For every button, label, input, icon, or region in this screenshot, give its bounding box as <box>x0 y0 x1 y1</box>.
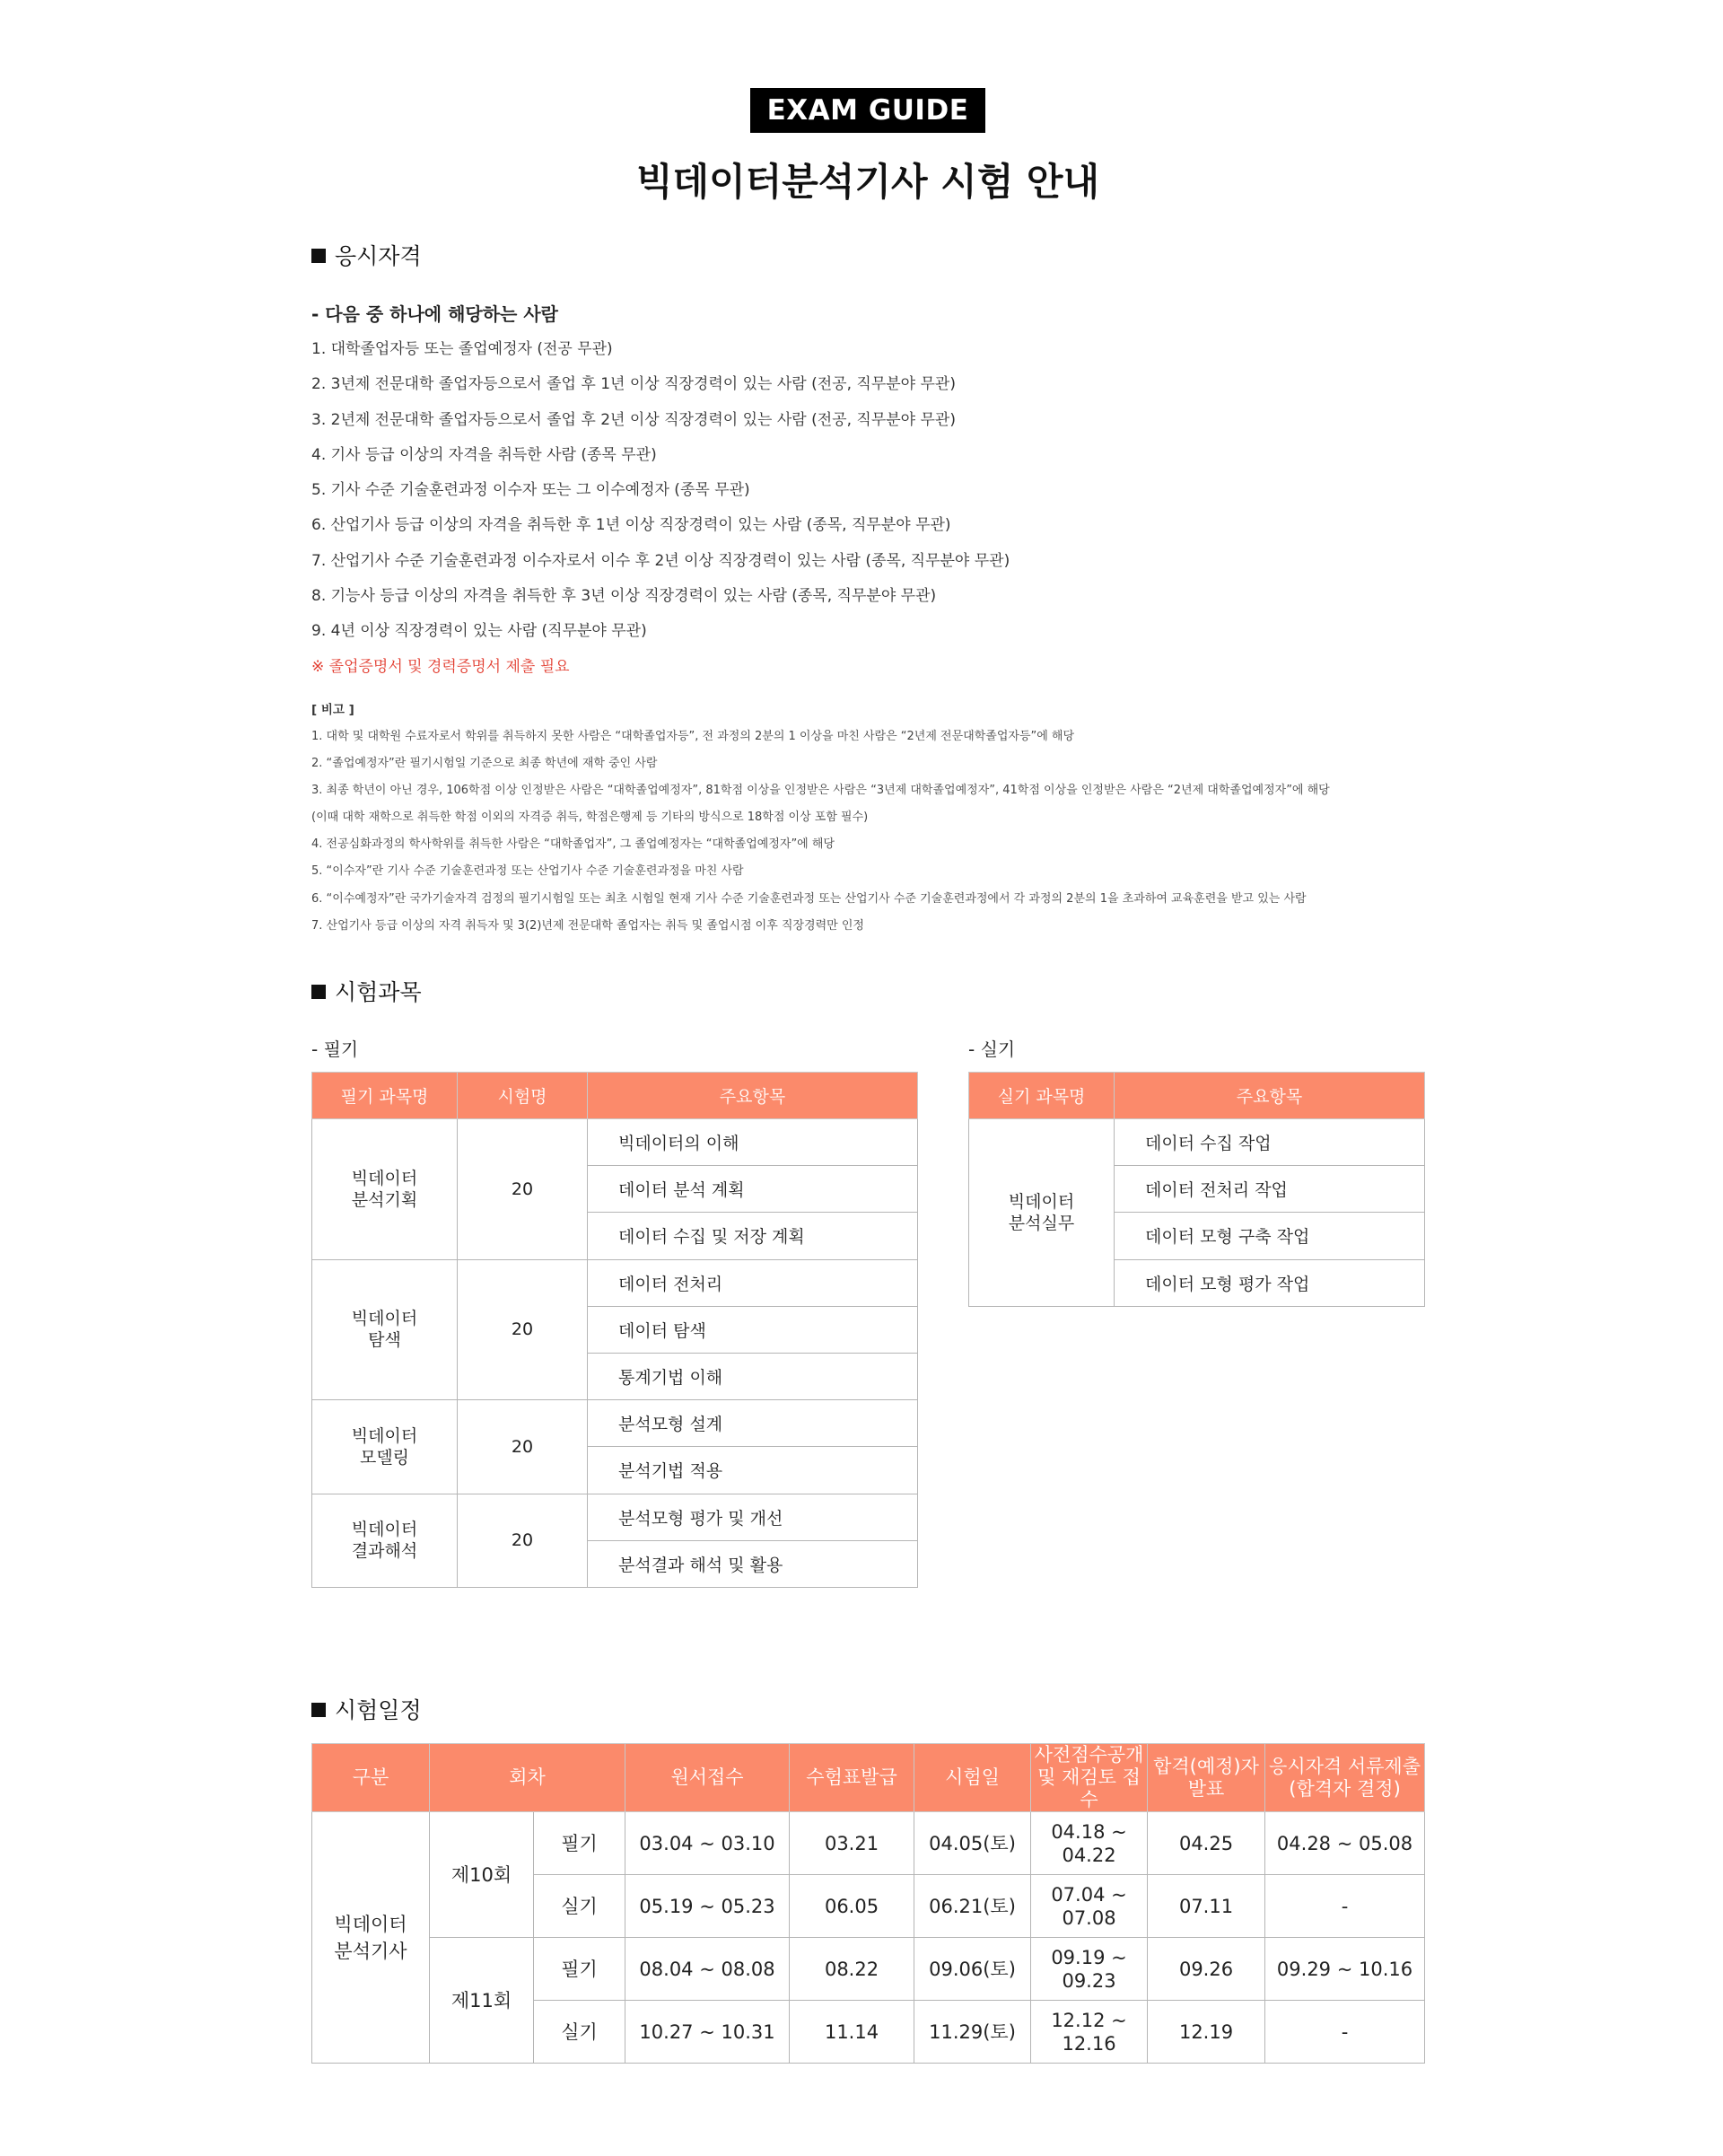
review-period: 09.19 ~ 09.23 <box>1031 1938 1148 2001</box>
column-header: 시험명 <box>458 1073 588 1119</box>
subject-name: 빅데이터 분석실무 <box>969 1119 1115 1307</box>
list-item: 7. 산업기사 수준 기술훈련과정 이수자로서 이수 후 2년 이상 직장경력이 있는 사람 (종목, 직무분야 무관) <box>311 551 1010 570</box>
schedule-table <box>311 1743 1425 2064</box>
section-title-schedule <box>311 1693 422 1725</box>
subject-item: 분석결과 해석 및 활용 <box>588 1540 918 1587</box>
table-row <box>312 1494 918 1540</box>
column-header: 수험표발급 <box>790 1744 914 1812</box>
column-header: 응시자격 서류제출 (합격자 결정) <box>1265 1744 1425 1812</box>
review-period: 04.18 ~ 04.22 <box>1031 1812 1148 1875</box>
table-header-row <box>312 1744 1425 1812</box>
subject-item: 분석모형 평가 및 개선 <box>588 1494 918 1540</box>
note-item: 5. “이수자”란 기사 수준 기술훈련과정 또는 산업기사 수준 기술훈련과정을 마친 사람 <box>311 864 744 879</box>
list-item: 4. 기사 등급 이상의 자격을 취득한 사람 (종목 무관) <box>311 445 657 464</box>
column-header: 사전점수공개 및 재검토 접수 <box>1031 1744 1148 1812</box>
list-item: 1. 대학졸업자등 또는 졸업예정자 (전공 무관) <box>311 340 613 358</box>
table-header-row <box>969 1073 1425 1119</box>
apply-period: 08.04 ~ 08.08 <box>625 1938 790 2001</box>
table-row <box>312 1938 1425 2001</box>
table-row <box>969 1119 1425 1166</box>
review-period: 12.12 ~ 12.16 <box>1031 2001 1148 2064</box>
ticket-date: 11.14 <box>790 2001 914 2064</box>
column-header: 주요항목 <box>588 1073 918 1119</box>
result-date: 09.26 <box>1148 1938 1265 2001</box>
column-header: 구분 <box>312 1744 430 1812</box>
round-name: 제10회 <box>430 1812 534 1938</box>
exam-type: 실기 <box>534 1875 625 1938</box>
column-header: 합격(예정)자 발표 <box>1148 1744 1265 1812</box>
note-item: 7. 산업기사 등급 이상의 자격 취득자 및 3(2)년제 전문대학 졸업자는 취득 및 졸업시점 이후 직장경력만 인정 <box>311 918 864 933</box>
question-count: 20 <box>458 1400 588 1494</box>
review-period: 07.04 ~ 07.08 <box>1031 1875 1148 1938</box>
apply-period: 10.27 ~ 10.31 <box>625 2001 790 2064</box>
subject-name: 빅데이터 결과해석 <box>312 1494 458 1587</box>
exam-date: 04.05(토) <box>914 1812 1031 1875</box>
practical-label: - 실기 <box>968 1039 1016 1060</box>
list-item: 6. 산업기사 등급 이상의 자격을 취득한 후 1년 이상 직장경력이 있는 사람 (종목, 직무분야 무관) <box>311 516 951 535</box>
column-header: 원서접수 <box>625 1744 790 1812</box>
written-label: - 필기 <box>311 1039 359 1060</box>
subject-name: 빅데이터 분석기획 <box>312 1119 458 1260</box>
subject-item: 데이터 분석 계획 <box>588 1166 918 1213</box>
question-count: 20 <box>458 1259 588 1400</box>
column-header: 필기 과목명 <box>312 1073 458 1119</box>
docs-period: 09.29 ~ 10.16 <box>1265 1938 1425 2001</box>
subject-item: 데이터 모형 구축 작업 <box>1115 1213 1425 1259</box>
square-bullet-icon <box>311 985 326 999</box>
page-title: 빅데이터분석기사 시험 안내 <box>635 160 1100 204</box>
table-row <box>312 1812 1425 1875</box>
column-header: 실기 과목명 <box>969 1073 1115 1119</box>
qualification-lead: - 다음 중 하나에 해당하는 사람 <box>311 303 558 325</box>
column-header: 주요항목 <box>1115 1073 1425 1119</box>
ticket-date: 08.22 <box>790 1938 914 2001</box>
exam-date: 11.29(토) <box>914 2001 1031 2064</box>
ticket-date: 03.21 <box>790 1812 914 1875</box>
list-item: 8. 기능사 등급 이상의 자격을 취득한 후 3년 이상 직장경력이 있는 사람 (종목, 직무분야 무관) <box>311 587 937 606</box>
result-date: 04.25 <box>1148 1812 1265 1875</box>
note-item: (이때 대학 재학으로 취득한 학점 이외의 자격증 취득, 학점은행제 등 기타의 방식으로 18학점 이상 포함 필수) <box>311 811 869 825</box>
subject-item: 데이터 수집 작업 <box>1115 1119 1425 1166</box>
list-item: 5. 기사 수준 기술훈련과정 이수자 또는 그 이수예정자 (종목 무관) <box>311 481 750 500</box>
subject-item: 통계기법 이해 <box>588 1353 918 1399</box>
exam-guide-badge: EXAM GUIDE <box>750 88 985 133</box>
table-row <box>312 1259 918 1306</box>
docs-period: 04.28 ~ 05.08 <box>1265 1812 1425 1875</box>
practical-subjects-table <box>968 1072 1425 1307</box>
question-count: 20 <box>458 1494 588 1587</box>
list-item: 9. 4년 이상 직장경력이 있는 사람 (직무분야 무관) <box>311 622 647 641</box>
schedule-category: 빅데이터 분석기사 <box>312 1812 430 2064</box>
note-item: 1. 대학 및 대학원 수료자로서 학위를 취득하지 못한 사람은 “대학졸업자등”, 전 과정의 2분의 1 이상을 마친 사람은 “2년제 전문대학졸업자등”에 해당 <box>311 730 1075 743</box>
square-bullet-icon <box>311 1703 326 1717</box>
square-bullet-icon <box>311 249 326 263</box>
subject-item: 분석기법 적용 <box>588 1447 918 1494</box>
badge-row <box>311 88 1424 133</box>
section-title-subjects <box>311 975 422 1007</box>
exam-type: 실기 <box>534 2001 625 2064</box>
apply-period: 03.04 ~ 03.10 <box>625 1812 790 1875</box>
subject-item: 데이터 탐색 <box>588 1306 918 1353</box>
subject-item: 분석모형 설계 <box>588 1400 918 1447</box>
subject-name: 빅데이터 모델링 <box>312 1400 458 1494</box>
column-header: 회차 <box>430 1744 625 1812</box>
exam-type: 필기 <box>534 1938 625 2001</box>
exam-type: 필기 <box>534 1812 625 1875</box>
section-title-text: 응시자격 <box>335 243 422 269</box>
written-subjects-table <box>311 1072 918 1588</box>
note-item: 3. 최종 학년이 아닌 경우, 106학점 이상 인정받은 사람은 “대학졸업예정자”, 81학점 이상을 인정받은 사람은 “3년제 대학졸업예정자”, 41학점 이상을 인정받은 사람은 “2년제 대학졸업예정자”에 해당 <box>311 784 1330 798</box>
section-title-text: 시험과목 <box>335 979 422 1005</box>
subject-item: 데이터 전처리 <box>588 1259 918 1306</box>
exam-date: 06.21(토) <box>914 1875 1031 1938</box>
list-item: 2. 3년제 전문대학 졸업자등으로서 졸업 후 1년 이상 직장경력이 있는 사람 (전공, 직무분야 무관) <box>311 375 956 394</box>
note-item: 2. “졸업예정자”란 필기시험일 기준으로 최종 학년에 재학 중인 사람 <box>311 757 658 771</box>
result-date: 07.11 <box>1148 1875 1265 1938</box>
subject-item: 데이터 모형 평가 작업 <box>1115 1259 1425 1306</box>
table-row <box>312 1119 918 1166</box>
subject-name: 빅데이터 탐색 <box>312 1259 458 1400</box>
table-row <box>312 1400 918 1447</box>
note-item: 6. “이수예정자”란 국가기술자격 검정의 필기시험일 또는 최초 시험일 현재 기사 수준 기술훈련과정 또는 산업기사 수준 기술훈련과정에서 각 과정의 2분의 1을 초과하여 교육훈련을 받고 있는 사람 <box>311 891 1307 906</box>
docs-period: - <box>1265 1875 1425 1938</box>
section-title-qualification <box>311 239 422 271</box>
notes <box>311 697 1424 940</box>
ticket-date: 06.05 <box>790 1875 914 1938</box>
question-count: 20 <box>458 1119 588 1260</box>
subject-item: 데이터 전처리 작업 <box>1115 1166 1425 1213</box>
column-header: 시험일 <box>914 1744 1031 1812</box>
table-header-row <box>312 1073 918 1119</box>
section-title-text: 시험일정 <box>335 1697 422 1723</box>
notes-title: [ 비고 ] <box>311 703 354 717</box>
round-name: 제11회 <box>430 1938 534 2064</box>
qualification-list <box>311 296 1424 685</box>
subject-item: 빅데이터의 이해 <box>588 1119 918 1166</box>
docs-period: - <box>1265 2001 1425 2064</box>
apply-period: 05.19 ~ 05.23 <box>625 1875 790 1938</box>
exam-date: 09.06(토) <box>914 1938 1031 2001</box>
note-item: 4. 전공심화과정의 학사학위를 취득한 사람은 “대학졸업자”, 그 졸업예정자는 “대학졸업예정자”에 해당 <box>311 837 835 852</box>
subject-item: 데이터 수집 및 저장 계획 <box>588 1213 918 1259</box>
list-item: 3. 2년제 전문대학 졸업자등으로서 졸업 후 2년 이상 직장경력이 있는 사람 (전공, 직무분야 무관) <box>311 410 956 429</box>
document-warning: ※ 졸업증명서 및 경력증명서 제출 필요 <box>311 657 570 676</box>
result-date: 12.19 <box>1148 2001 1265 2064</box>
